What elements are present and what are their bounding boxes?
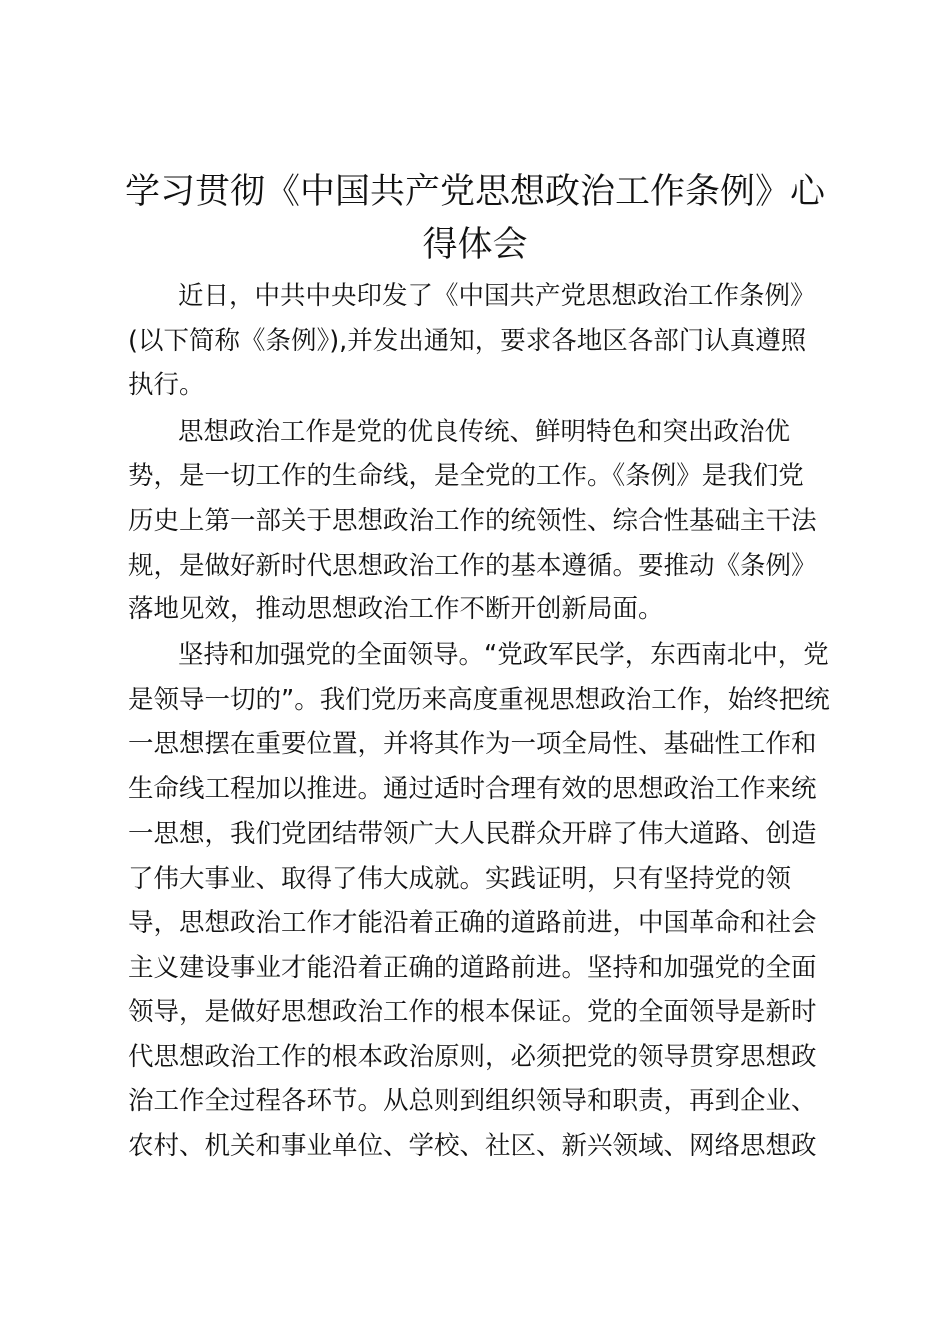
- paragraph-1-line: (以下简称《条例》),并发出通知，要求各地区各部门认真遵照: [128, 326, 807, 356]
- paragraph-1-line: 近日，中共中央印发了《中国共产党思想政治工作条例》: [178, 281, 816, 311]
- paragraph-3-line: 一思想摆在重要位置，并将其作为一项全局性、基础性工作和: [128, 729, 817, 759]
- paragraph-3-line: 治工作全过程各环节。从总则到组织领导和职责，再到企业、: [128, 1086, 817, 1116]
- paragraph-2-line: 思想政治工作是党的优良传统、鲜明特色和突出政治优: [178, 417, 791, 447]
- paragraph-2-line: 规，是做好新时代思想政治工作的基本遵循。要推动《条例》: [128, 551, 817, 581]
- paragraph-2-line: 势，是一切工作的生命线，是全党的工作。《条例》是我们党: [128, 461, 804, 491]
- paragraph-3-line: 生命线工程加以推进。通过适时合理有效的思想政治工作来统: [128, 774, 817, 804]
- document-title-line-1: 学习贯彻《中国共产党思想政治工作条例》心: [124, 172, 825, 212]
- paragraph-3-line: 领导，是做好思想政治工作的根本保证。党的全面领导是新时: [128, 997, 817, 1027]
- paragraph-2-line: 落地见效，推动思想政治工作不断开创新局面。: [128, 594, 664, 624]
- paragraph-3-line: 坚持和加强党的全面领导。“党政军民学，东西南北中，党: [178, 640, 829, 670]
- paragraph-3-line: 了伟大事业、取得了伟大成就。实践证明，只有坚持党的领: [128, 864, 792, 894]
- paragraph-2-line: 历史上第一部关于思想政治工作的统领性、综合性基础主干法: [128, 506, 817, 536]
- document-title-line-2: 得体会: [422, 225, 528, 265]
- paragraph-3-line: 代思想政治工作的根本政治原则，必须把党的领导贯穿思想政: [128, 1042, 817, 1072]
- paragraph-3-line: 一思想，我们党团结带领广大人民群众开辟了伟大道路、创造: [128, 819, 817, 849]
- paragraph-3-line: 主义建设事业才能沿着正确的道路前进。坚持和加强党的全面: [128, 953, 817, 983]
- paragraph-3-line: 导，思想政治工作才能沿着正确的道路前进，中国革命和社会: [128, 908, 817, 938]
- paragraph-1-line: 执行。: [128, 370, 205, 400]
- paragraph-3-line: 是领导一切的”。我们党历来高度重视思想政治工作，始终把统: [128, 685, 830, 715]
- paragraph-3-line: 农村、机关和事业单位、学校、社区、新兴领域、网络思想政: [128, 1131, 817, 1161]
